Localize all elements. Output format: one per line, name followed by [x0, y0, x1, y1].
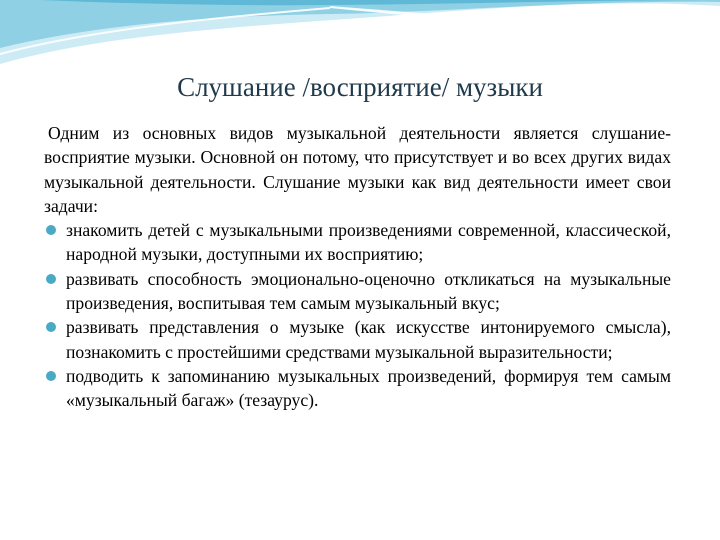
bullet-icon	[46, 371, 56, 381]
task-list	[44, 218, 671, 412]
bullet-icon	[46, 225, 56, 235]
list-item	[44, 364, 671, 413]
bullet-icon	[46, 274, 56, 284]
list-item-text: развивать представления о музыке (как искусстве интонируемого смысла), познакомить с простейшими средствами музыкальной выразительности;	[66, 317, 671, 362]
intro-paragraph: Одним из основных видов музыкальной деятельности является слушание-восприятие музыки. Основной он потому, что присутствует и во всех других видах музыкальной деятельности. Слушание музыки как вид деятельности имеет свои задачи:	[44, 123, 671, 216]
bullet-icon	[46, 322, 56, 332]
list-item	[44, 218, 671, 267]
header-wave-decoration	[0, 0, 720, 70]
list-item-text: подводить к запоминанию музыкальных произведений, формируя тем самым «музыкальный багаж» (тезаурус).	[66, 365, 671, 411]
slide-title: Слушание /восприятие/ музыки	[177, 72, 543, 102]
list-item	[44, 267, 671, 316]
list-item	[44, 315, 671, 364]
slide-body	[44, 121, 671, 413]
list-item-text: развивать способность эмоционально-оценочно откликаться на музыкальные произведения, воспитывая тем самым музыкальный вкус;	[66, 268, 671, 314]
list-item-text: знакомить детей с музыкальными произведениями современной, классической, народной музыки, доступными их восприятию;	[66, 220, 671, 265]
